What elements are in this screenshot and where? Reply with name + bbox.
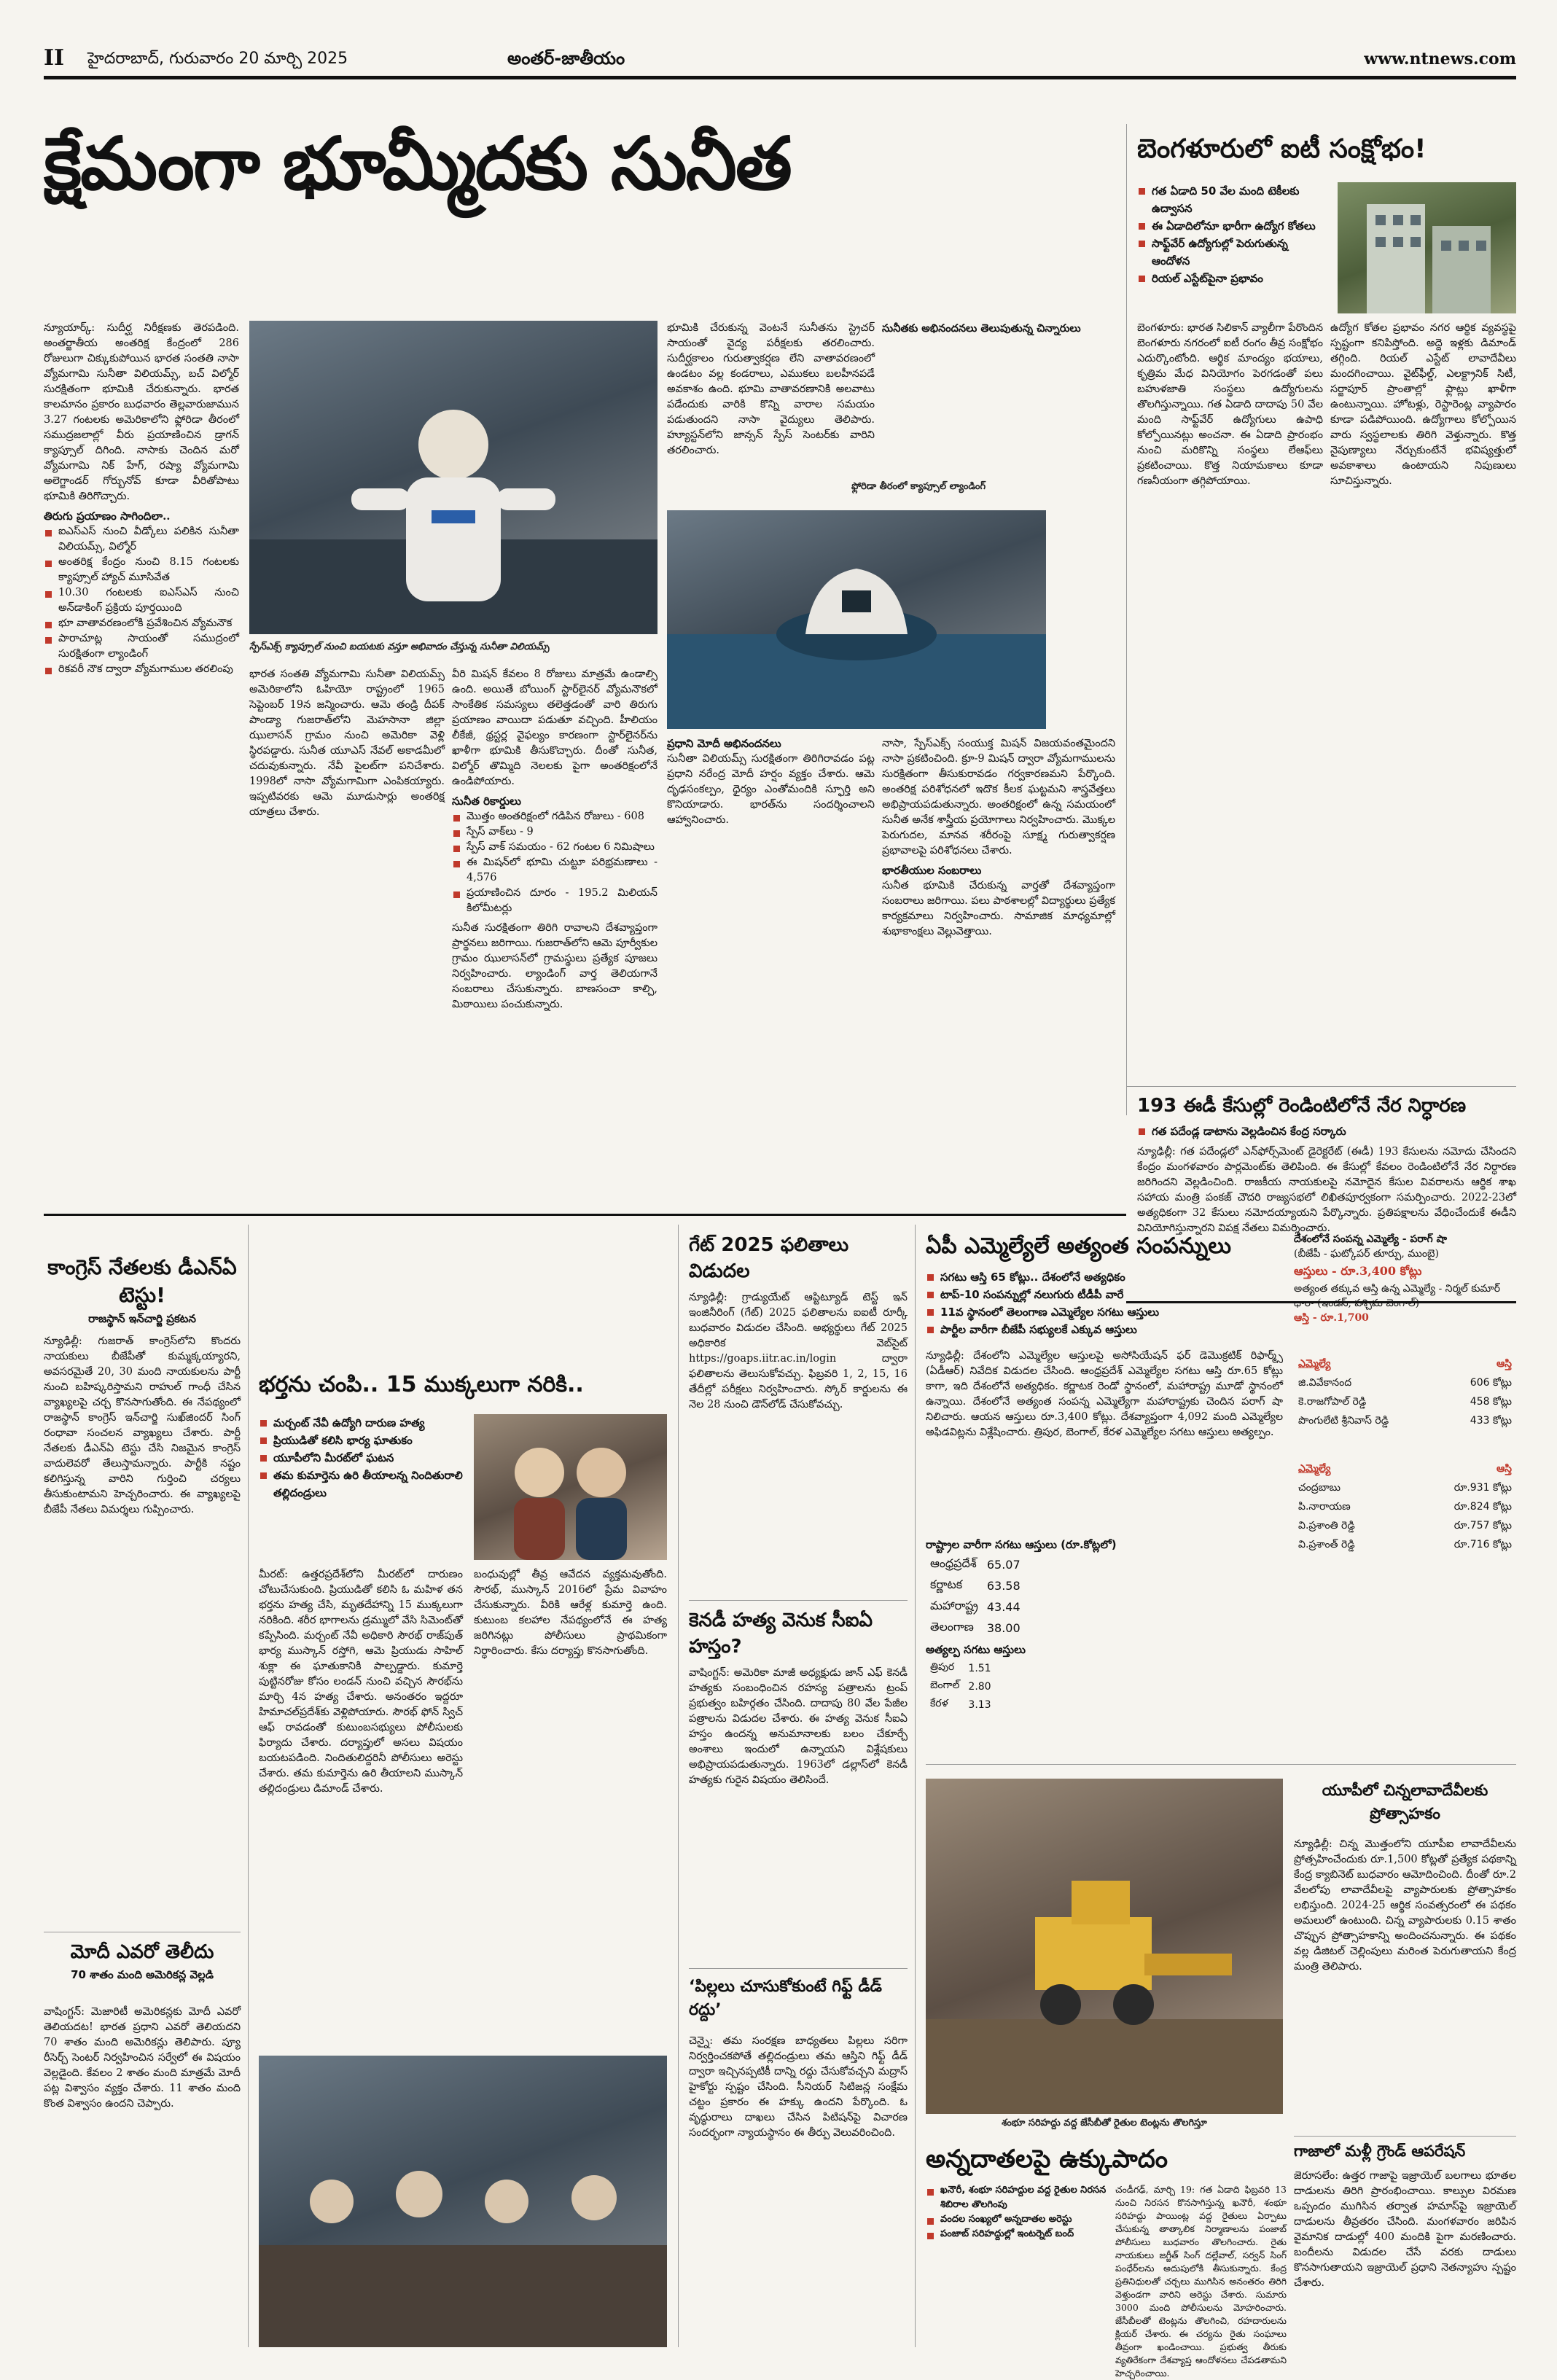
state-value: 38.00 <box>986 1621 1021 1635</box>
col-divider-2 <box>678 1225 679 2347</box>
list-item: భూ వాతావరణంలోకి ప్రవేశించిన వ్యోమనౌక <box>44 616 239 631</box>
list-item: ఈ మిషన్‌లో భూమి చుట్టూ పరిభ్రమణాలు - 4,576 <box>452 855 657 886</box>
col-header: ఆస్తి <box>1496 1463 1512 1475</box>
lead-headline: క్షేమంగా భూమ్మీదకు సునీత <box>44 121 791 206</box>
mla-bottom-rule <box>926 1764 1516 1765</box>
table-row <box>926 1677 996 1696</box>
mla-sidebar <box>1294 1232 1516 1742</box>
list-item: పార్టీల వారీగా బీజేపీ సభ్యులకే ఎక్కువ ఆస్తులు <box>926 1321 1283 1338</box>
state-name: మహారాష్ట్ర <box>930 1599 978 1612</box>
ed-headline: 193 ఈడీ కేసుల్లో రెండింటిలోనే నేర నిర్ధారణ <box>1137 1095 1467 1117</box>
mla-assets: రూ.716 కోట్లు <box>1453 1539 1512 1550</box>
place-date: హైదరాబాద్, గురువారం 20 మార్చి 2025 <box>87 50 348 68</box>
congress-headline: కాంగ్రెస్ నేతలకు డీఎన్ఏ టెస్టు! <box>47 1255 237 1307</box>
husband-text-2 <box>474 1567 667 2048</box>
table-row <box>1294 1392 1516 1411</box>
mla-tg-table <box>1294 1354 1516 1430</box>
col-divider-1 <box>248 1225 249 2347</box>
mla-ap-table <box>1294 1459 1516 1554</box>
list-item: ప్రియుడితో కలిసి భార్య ఘాతుకం <box>259 1432 463 1449</box>
gaza-headline: గాజాలో మళ్లీ గ్రౌండ్ ఆపరేషన్ <box>1294 2142 1466 2160</box>
table-row <box>926 1554 1025 1575</box>
state-value: 65.07 <box>986 1558 1021 1572</box>
lead-col2-text: భారత సంతతి వ్యోమగామి సునీతా విలియమ్స్ అమెరికాలోని ఓహియో రాష్ట్రంలో 1965 సెప్టెంబర్ 19న జన్మించారు. ఆమె తండ్రి దీపక్ పాండ్యా గుజరాత్‌లోని మెహసానా జిల్లా ఝులాసన్ గ్రామం నుంచి అమెరికా వెళ్లి స్థిరపడ్డారు. సునీత యూఎస్ నేవల్ అకాడమీలో చదువుకున్నారు. నేవీ పైలట్‌గా పనిచేశారు. 1998లో నాసా వ్యోమగామిగా ఎంపికయ్యారు. ఇప్పటివరకు ఆమె మూడుసార్లు అంతరిక్ష యాత్రలు చేశారు. <box>249 668 445 818</box>
husband-text-1: మీరట్: ఉత్తరప్రదేశ్‌లోని మీరట్‌లో దారుణం చోటుచేసుకుంది. ప్రియుడితో కలిసి ఓ మహిళ తన భర్తను హత్య చేసి, మృతదేహాన్ని 15 ముక్కలుగా నరికింది. శరీర భాగాలను డ్రమ్ములో వేసి సిమెంట్‌తో కప్పేసింది. మర్చంట్ నేవీ అధికారి సౌరభ్ రాజ్‌పుత్ భార్య ముస్కాన్ రస్తోగి, ఆమె ప్రియుడు సాహిల్ శుక్లా ఈ ఘాతుకానికి పాల్పడ్డారు. కుమార్తె పుట్టినరోజు కోసం లండన్ నుంచి వచ్చిన సౌరభ్‌ను మార్చి 4న హత్య చేశారు. అనంతరం ఇద్దరూ హిమాచల్‌ప్రదేశ్‌కు వెళ్లిపోయారు. సౌరభ్ ఫోన్ స్విచ్ ఆఫ్ రావడంతో కుటుంబసభ్యులు పోలీసులకు ఫిర్యాదు చేశారు. దర్యాప్తులో అసలు విషయం బయటపడింది. నిందితులిద్దరినీ పోలీసులు అరెస్టు చేశారు. తమ కుమార్తెను ఉరి తీయాలని ముస్కాన్ తల్లిదండ్రులు డిమాండ్ చేశారు. <box>259 1569 463 1795</box>
state-name: ఆంధ్రప్రదేశ్ <box>930 1556 977 1570</box>
mla-assets: 606 కోట్లు <box>1470 1377 1512 1389</box>
list-item: పంజాబ్ సరిహద్దుల్లో ఇంటర్నెట్ బంద్ <box>926 2227 1108 2242</box>
gaza-text: జెరూసలేం: ఉత్తర గాజాపై ఇజ్రాయెల్ బలగాలు భూతల దాడులను తిరిగి ప్రారంభించాయి. కాల్పుల విరమణ ఒప్పందం ముగిసిన తర్వాత హమాస్‌పై ఇజ్రాయెల్ దాడులను తీవ్రతరం చేసింది. మంగళవారం జరిపిన వైమానిక దాడుల్లో 400 మందికి పైగా మరణించారు. బందీలను విడుదల చేసే వరకు దాడులు కొనసాగుతాయని ఇజ్రాయెల్ ప్రధాని నెతన్యాహు స్పష్టం చేశారు. <box>1294 2170 1516 2289</box>
capsule-icon <box>667 510 1046 729</box>
lead-photo-caption: స్పేస్‌ఎక్స్ క్యాప్సూల్ నుంచి బయటకు వస్తూ అభివాదం చేస్తున్న సునీతా విలియమ్స్ <box>249 641 550 652</box>
state-name: తెలంగాణ <box>930 1620 974 1634</box>
lead-col3-text-b: సునీత సురక్షితంగా తిరిగి రావాలని దేశవ్యాప్తంగా ప్రార్థనలు జరిగాయి. గుజరాత్‌లోని ఆమె పూర్వీకుల గ్రామం ఝులాసన్‌లో గ్రామస్థులు ప్రత్యేక పూజలు నిర్వహించారు. ల్యాండింగ్ వార్త తెలియగానే సంబరాలు చేసుకున్నారు. బాణసంచా కాల్చి, మిఠాయిలు పంచుకున్నారు. <box>452 922 657 1010</box>
table-row <box>1294 1478 1516 1497</box>
state-value: 3.13 <box>968 1698 991 1711</box>
state-value: 63.58 <box>986 1579 1021 1593</box>
mla-side-title: దేశంలోనే సంపన్న ఎమ్మెల్యే - పరాగ్ షా <box>1294 1233 1448 1245</box>
lead-col-1 <box>44 321 239 1108</box>
mla-side-low-assets: ఆస్తి - రూ.1,700 <box>1294 1312 1369 1324</box>
farmers-headline: అన్నదాతలపై ఉక్కుపాదం <box>926 2145 1168 2174</box>
ed-divider <box>1126 1086 1516 1087</box>
list-item: ఐఎస్ఎస్ నుంచి వీడ్కోలు పలికిన సునీతా విలియమ్స్, విల్మోర్ <box>44 524 239 555</box>
lead-col1-text: న్యూయార్క్: సుదీర్ఘ నిరీక్షణకు తెరపడింది. అంతర్జాతీయ అంతరిక్ష కేంద్రంలో 286 రోజులుగా చిక్కుకుపోయిన భారత సంతతి నాసా వ్యోమగామి సునీతా విలియమ్స్, బచ్ విల్మోర్ సురక్షితంగా భూమికి చేరుకున్నారు. భారత కాలమానం ప్రకారం బుధవారం తెల్లవారుజామున 3.27 గంటలకు అమెరికాలోని ఫ్లోరిడా తీరంలో సముద్రజలాల్లో వీరు ప్రయాణించిన డ్రాగన్ క్యాప్సూల్ దిగింది. నాసాకు చెందిన మరో వ్యోమగామి నిక్ హేగ్, రష్యా వ్యోమగామి అలెగ్జాండర్ గోర్బునోవ్ కూడా వీరితోపాటు భూమికి తిరిగొచ్చారు. <box>44 322 239 502</box>
astronaut-figure-icon <box>249 321 657 634</box>
mla-low-states <box>926 1659 996 1714</box>
lead-col3-stats <box>452 809 657 916</box>
husband-headline: భర్తను చంపి.. 15 ముక్కలుగా నరికి.. <box>259 1372 584 1397</box>
mla-name: జి.వివేకానంద <box>1298 1377 1352 1389</box>
table-row <box>1294 1411 1516 1430</box>
mla-assets: 433 కోట్లు <box>1470 1415 1512 1427</box>
husband-bullets <box>259 1414 463 1502</box>
it-crisis-headline: బెంగళూరులో ఐటీ సంక్షోభం! <box>1137 134 1427 164</box>
lead-col-3 <box>452 667 657 1108</box>
lead-col4-text-b: సునీతా విలియమ్స్ సురక్షితంగా తిరిగిరావడం పట్ల ప్రధాని నరేంద్ర మోదీ హర్షం వ్యక్తం చేశారు. ఆమె దృఢసంకల్పం, ధైర్యం ఎంతోమందికి స్ఫూర్తి అని కొనియాడారు. భారత్‌ను సందర్శించాలని ఆహ్వానించారు. <box>667 753 875 826</box>
list-item: స్పేస్ వాక్ సమయం - 62 గంటల 6 నిమిషాలు <box>452 840 657 855</box>
gate-headline: గేట్ 2025 ఫలితాలు విడుదల <box>689 1234 849 1282</box>
modi-subhead: 70 శాతం మంది అమెరికన్ల వెల్లడి <box>71 1968 214 1981</box>
kennedy-headline: కెనడీ హత్య వెనుక సీఐఏ హస్తం? <box>689 1610 873 1658</box>
list-item: ప్రయాణించిన దూరం - 195.2 మిలియన్ కిలోమీటర్లు <box>452 886 657 916</box>
ed-subhead <box>1137 1123 1516 1140</box>
table-row <box>926 1659 996 1677</box>
modi-text: వాషింగ్టన్: మెజారిటీ అమెరికన్లకు మోదీ ఎవరో తెలియదట! భారత ప్రధాని ఎవరో తెలియదని 70 శాతం మంది అమెరికన్లు తెలిపారు. ప్యూ రీసెర్చ్ సెంటర్ నిర్వహించిన సర్వేలో ఈ విషయం వెల్లడైంది. కేవలం 2 శాతం మంది మాత్రమే మోదీ పట్ల విశ్వాసం వ్యక్తం చేశారు. 11 శాతం మంది కొంత విశ్వాసం ఉందని చెప్పారు. <box>44 2006 241 2110</box>
it-crisis-photo <box>1338 182 1516 313</box>
mla-name: వి.ప్రశాంత్ రెడ్డి <box>1298 1539 1355 1550</box>
mla-state-table <box>926 1538 1283 1757</box>
table-row <box>926 1618 1025 1639</box>
list-item: మర్చంట్ నేవీ ఉద్యోగి దారుణ హత్య <box>259 1414 463 1432</box>
list-item: టాప్-10 సంపన్నుల్లో నలుగురు టీడీపీ వారే <box>926 1286 1283 1303</box>
congress-subhead: రాజస్థాన్ ఇన్‌చార్జి ప్రకటన <box>88 1312 196 1325</box>
table-row <box>1294 1373 1516 1392</box>
list-item: స్పేస్ వాక్‌లు - 9 <box>452 824 657 840</box>
table-row <box>1294 1516 1516 1535</box>
list-item: రికవరీ నౌక ద్వారా వ్యోమగాముల తరలింపు <box>44 662 239 677</box>
lead-col-4 <box>667 321 875 503</box>
lead-col3-text: వీరి మిషన్ కేవలం 8 రోజులు మాత్రమే ఉండాల్సి ఉంది. అయితే బోయింగ్ స్టార్‌లైనర్ వ్యోమనౌకలో సాంకేతిక సమస్యలు తలెత్తడంతో వారి తిరుగు ప్రయాణం వాయిదా పడుతూ వచ్చింది. హీలియం లీకేజీ, థ్రస్టర్ల వైఫల్యం కారణంగా స్టార్‌లైనర్‌ను ఖాళీగా భూమికి తీసుకొచ్చారు. దీంతో సునీత, విల్మోర్ తొమ్మిది నెలలకు పైగా అంతరిక్షంలోనే ఉండిపోయారు. <box>452 668 657 787</box>
list-item: సాఫ్ట్‌వేర్ ఉద్యోగుల్లో పెరుగుతున్న ఆందోళన <box>1137 235 1327 270</box>
upi-headline: యూపీలో చిన్నలావాదేవీలకు ప్రోత్సాహకం <box>1322 1782 1488 1822</box>
gift-deed-headline: ‘పిల్లలు చూసుకోకుంటే గిఫ్ట్ డీడ్ రద్దు’ <box>689 1978 882 2019</box>
state-name: కర్ణాటక <box>930 1577 963 1591</box>
list-item: గత ఏడాది 50 వేల మంది టెకీలకు ఉద్వాసన <box>1137 182 1327 217</box>
table-header <box>1294 1354 1516 1373</box>
husband-text-b: బంధువుల్లో తీవ్ర ఆవేదన వ్యక్తమవుతోంది. సౌరభ్, ముస్కాన్ 2016లో ప్రేమ వివాహం చేసుకున్నారు. వీరికి ఆరేళ్ల కుమార్తె ఉంది. కుటుంబ కలహాల నేపథ్యంలోనే ఈ హత్య జరిగినట్లు పోలీసులు ప్రాథమికంగా నిర్ధారించారు. కేసు దర్యాప్తు కొనసాగుతోంది. <box>474 1569 667 1657</box>
list-item: మొత్తం అంతరిక్షంలో గడిపిన రోజులు - 608 <box>452 809 657 824</box>
gift-deed-text: చెన్నై: తమ సంరక్షణ బాధ్యతలు పిల్లలు సరిగా నిర్వర్తించకపోతే తల్లిదండ్రులు తమ ఆస్తిని గిఫ్ట్ డీడ్ ద్వారా ఇచ్చినప్పటికీ దాన్ని రద్దు చేసుకోవచ్చని మద్రాస్ హైకోర్టు స్పష్టం చేసింది. సీనియర్ సిటిజన్ల సంక్షేమ చట్టం ప్రకారం ఈ హక్కు ఉందని పేర్కొంది. ఓ వృద్ధురాలు దాఖలు చేసిన పిటిషన్‌పై విచారణ సందర్భంగా న్యాయస్థానం ఈ తీర్పు వెలువరించింది. <box>689 2035 908 2139</box>
list-item: గత పదేండ్ల డాటాను వెల్లడించిన కేంద్ర సర్కారు <box>1137 1123 1516 1140</box>
state-value: 2.80 <box>968 1680 991 1693</box>
list-item: రియల్ ఎస్టేట్‌పైనా ప్రభావం <box>1137 270 1327 287</box>
mla-table-title: రాష్ట్రాల వారీగా సగటు ఆస్తులు (రూ.కోట్లలో) <box>926 1538 1117 1551</box>
mla-side-assets: ఆస్తులు - రూ.3,400 కోట్లు <box>1294 1264 1422 1278</box>
lead-photo-main <box>249 321 657 634</box>
gift-divider <box>689 1968 908 1969</box>
couple-photo-icon <box>474 1414 667 1560</box>
list-item: యూపీలోని మీరట్‌లో ఘటన <box>259 1449 463 1467</box>
table-header <box>1294 1459 1516 1478</box>
bulldozer-icon <box>926 1779 1283 2114</box>
table-row <box>926 1696 996 1714</box>
list-item: తమ కుమార్తెను ఉరి తీయాలన్న నిందితురాలి తల్లిదండ్రులు <box>259 1467 463 1502</box>
mla-side-low: అత్యంత తక్కువ ఆస్తి ఉన్న ఎమ్మెల్యే - నిర్మల్ కుమార్ ధారా (ఇండస్, పశ్చిమ బెంగాల్) <box>1294 1283 1501 1309</box>
mla-name: పొంగులేటి శ్రీనివాస్ రెడ్డి <box>1298 1415 1389 1427</box>
mla-assets: రూ.931 కోట్లు <box>1453 1482 1512 1494</box>
mla-top-states <box>926 1554 1025 1639</box>
col-header: ఆస్తి <box>1496 1358 1512 1370</box>
list-item: వందల సంఖ్యలో అన్నదాతల అరెస్టు <box>926 2212 1108 2227</box>
section-label: అంతర్-జాతీయం <box>507 48 625 69</box>
masthead <box>44 44 1516 73</box>
lead-photo2-caption: ఫ్లోరిడా తీరంలో క్యాప్సూల్ ల్యాండింగ్ <box>851 481 986 492</box>
lead-col5-subhead: భారతీయుల సంబరాలు <box>882 864 982 877</box>
lead-photo3-caption: సునీతకు అభినందనలు తెలుపుతున్న చిన్నారులు <box>882 322 1081 335</box>
modi-headline: మోదీ ఎవరో తెలీదు <box>70 1941 214 1963</box>
gaza-divider <box>1294 2136 1516 2137</box>
gate-text: న్యూఢిల్లీ: గ్రాడ్యుయేట్ ఆప్టిట్యూడ్ టెస్ట్ ఇన్ ఇంజినీరింగ్ (గేట్) 2025 ఫలితాలను ఐఐటీ రూర్కీ బుధవారం విడుదల చేసింది. అభ్యర్థులు గేట్ 2025 అధికారిక వెబ్‌సైట్ https://goaps.iitr.ac.in/login ద్వారా ఫలితాలను తెలుసుకోవచ్చు. ఫిబ్రవరి 1, 2, 15, 16 తేదీల్లో పరీక్షలు నిర్వహించారు. స్కోర్ కార్డులను ఈ నెల 28 నుంచి డౌన్‌లోడ్ చేసుకోవచ్చు. <box>689 1292 908 1411</box>
list-item: అంతరిక్ష కేంద్రం నుంచి 8.15 గంటలకు క్యాప్సూల్ హ్యాచ్ మూసివేత <box>44 555 239 585</box>
ed-text: న్యూఢిల్లీ: గత పదేండ్లలో ఎన్‌ఫోర్స్‌మెంట్ డైరెక్టరేట్ (ఈడీ) 193 కేసులను నమోదు చేసిందని కేంద్రం మంగళవారం పార్లమెంట్‌కు తెలిపింది. ఈ కేసుల్లో కేవలం రెండింటిలోనే నేర నిర్ధారణ జరిగిందని వెల్లడించింది. రాజకీయ నాయకులపై నమోదైన కేసుల వివరాలను ఆర్థిక శాఖ సహాయ మంత్రి పంకజ్ చౌదరి రాజ్యసభలో లిఖితపూర్వకంగా సమర్పించారు. 2022-23లో అత్యధికంగా 32 కేసులు నమోదయ్యాయని పేర్కొన్నారు. ప్రతిపక్షాలను వేధించేందుకే ఈడీని వినియోగిస్తున్నారని విపక్ష నేతలు విమర్శించారు. <box>1137 1146 1516 1234</box>
mla-side-sub: (బీజేపీ - ఘట్కోపర్ తూర్పు, ముంబై) <box>1294 1248 1439 1260</box>
list-item: 10.30 గంటలకు ఐఎస్ఎస్ నుంచి అన్‌డాకింగ్ ప్రక్రియ పూర్తయింది <box>44 585 239 616</box>
lead-col-2 <box>249 667 445 1108</box>
lead-col4-subhead: ప్రధాని మోదీ అభినందనలు <box>667 737 781 750</box>
col-divider-3 <box>915 1225 916 2347</box>
lead-divider <box>1126 124 1127 1115</box>
table-row <box>1294 1497 1516 1516</box>
table-row <box>1294 1535 1516 1554</box>
mla-assets: రూ.824 కోట్లు <box>1453 1501 1512 1513</box>
mla-headline: ఏపీ ఎమ్మెల్యేలే అత్యంత సంపన్నులు <box>926 1233 1231 1259</box>
table-row <box>926 1575 1025 1596</box>
list-item: ఈ ఏడాదిలోనూ భారీగా ఉద్యోగ కోతలు <box>1137 217 1327 235</box>
masthead-rule <box>44 76 1516 79</box>
farmers-bullets <box>926 2183 1108 2242</box>
mla-bullets <box>926 1268 1283 1338</box>
it-crisis-col-2: ఉద్యోగ కోతల ప్రభావం నగర ఆర్థిక వ్యవస్థపై స్పష్టంగా కనిపిస్తోంది. అద్దె ఇళ్లకు డిమాండ్ తగ్గింది. రియల్ ఎస్టేట్ లావాదేవీలు మందగించాయి. వైట్‌ఫీల్డ్, ఎలక్ట్రానిక్ సిటీ, సర్జాపూర్ ప్రాంతాల్లో ఫ్లాట్లు ఖాళీగా ఉంటున్నాయి. హోటళ్లు, రెస్టారెంట్ల వ్యాపారం కూడా పడిపోయింది. ఉద్యోగాలు కోల్పోయిన వారు స్వస్థలాలకు తిరిగి వెళ్తున్నారు. కొత్త నైపుణ్యాలు నేర్చుకుంటేనే భవిష్యత్తులో అవకాశాలు ఉంటాయని నిపుణులు సూచిస్తున్నారు. <box>1330 322 1516 487</box>
state-name: బెంగాల్ <box>930 1679 960 1691</box>
office-building-icon <box>1338 182 1516 313</box>
mla-name: వి.ప్రశాంతి రెడ్డి <box>1298 1520 1355 1532</box>
mla-text: న్యూఢిల్లీ: దేశంలోని ఎమ్మెల్యేల ఆస్తులపై అసోసియేషన్ ఫర్ డెమొక్రటిక్ రిఫార్మ్స్ (ఏడీఆర్) నివేదిక విడుదల చేసింది. ఆంధ్రప్రదేశ్ ఎమ్మెల్యేల సగటు ఆస్తి రూ.65 కోట్లు కాగా, ఇది దేశంలోనే అత్యధికం. కర్ణాటక రెండో స్థానంలో, మహారాష్ట్ర మూడో స్థానంలో ఉన్నాయి. దేశంలోనే అత్యంత సంపన్న ఎమ్మెల్యేగా మహారాష్ట్రకు చెందిన పరాగ్ షా నిలిచారు. ఆయన ఆస్తులు రూ.3,400 కోట్లు. దేశవ్యాప్తంగా 4,092 మంది ఎమ్మెల్యేల అఫిడవిట్లను విశ్లేషించారు. త్రిపుర, బెంగాల్, కేరళ ఎమ్మెల్యేల సగటు ఆస్తులు అత్యల్పం. <box>926 1350 1283 1438</box>
upi-text: న్యూఢిల్లీ: చిన్న మొత్తంలోని యూపీఐ లావాదేవీలను ప్రోత్సహించేందుకు రూ.1,500 కోట్లతో ప్రత్యేక పథకాన్ని కేంద్ర క్యాబినెట్ బుధవారం ఆమోదించింది. దీంతో రూ.2 వేలలోపు లావాదేవీలపై వ్యాపారులకు ప్రోత్సాహకం లభిస్తుంది. 2024-25 ఆర్థిక సంవత్సరంలో ఈ పథకం అమలులో ఉంటుంది. చిన్న వ్యాపారులకు 0.15 శాతం చొప్పున ప్రోత్సాహకాన్ని అందించనున్నారు. ఈ పథకం వల్ల డిజిటల్ చెల్లింపులు మరింత పెరుగుతాయని కేంద్ర మంత్రి తెలిపారు. <box>1294 1838 1516 1973</box>
lead-col5-text-b: సునీత భూమికి చేరుకున్న వార్తతో దేశవ్యాప్తంగా సంబరాలు జరిగాయి. పలు పాఠశాలల్లో విద్యార్థులు ప్రత్యేక కార్యక్రమాలు నిర్వహించారు. సామాజిక మాధ్యమాల్లో శుభాకాంక్షలు వెల్లువెత్తాయి. <box>882 880 1115 937</box>
mid-photo <box>259 2056 667 2347</box>
mla-assets: రూ.757 కోట్లు <box>1453 1520 1512 1532</box>
farmers-text: చండీగఢ్, మార్చి 19: గత ఏడాది ఫిబ్రవరి 13 నుంచి నిరసన కొనసాగిస్తున్న ఖనౌరీ, శంభూ సరిహద్దు పాయింట్ల వద్ద రైతులు ఏర్పాటు చేసుకున్న తాత్కాలిక నిర్మాణాలను పంజాబ్ పోలీసులు బుధవారం తొలగించారు. రైతు నాయకులు జగ్జీత్ సింగ్ దల్లేవాల్, సర్వన్ సింగ్ పంధేర్‌లను అదుపులోకి తీసుకున్నారు. కేంద్ర ప్రతినిధులతో చర్చలు ముగిసిన అనంతరం తిరిగి వెళ్తుండగా వారిని అరెస్టు చేశారు. సుమారు 3000 మంది పోలీసులను మోహరించారు. జేసీబీలతో టెంట్లను తొలగించి, రహదారులను క్లియర్ చేశారు. ఈ చర్యను రైతు సంఘాలు తీవ్రంగా ఖండించాయి. ప్రభుత్వ తీరుకు వ్యతిరేకంగా దేశవ్యాప్త ఆందోళనలు చేపడతామని హెచ్చరించాయి. <box>1115 2184 1287 2379</box>
list-item: 11వ స్థానంలో తెలంగాణ ఎమ్మెల్యేల సగటు ఆస్తులు <box>926 1303 1283 1321</box>
crowd-photo-icon <box>259 2056 667 2347</box>
husband-photo <box>474 1414 667 1560</box>
lead-col-5a <box>882 321 1115 474</box>
list-item: సగటు ఆస్తి 65 కోట్లు.. దేశంలోనే అత్యధికం <box>926 1268 1283 1286</box>
mla-name: చంద్రబాబు <box>1298 1482 1341 1494</box>
kennedy-text: వాషింగ్టన్: అమెరికా మాజీ అధ్యక్షుడు జాన్ ఎఫ్ కెనడీ హత్యకు సంబంధించిన రహస్య పత్రాలను ట్రంప్ ప్రభుత్వం బహిర్గతం చేసింది. దాదాపు 80 వేల పేజీల పత్రాలను విడుదల చేశారు. ఈ హత్య వెనుక సీఐఏ హస్తం ఉందన్న అనుమానాలకు బలం చేకూర్చే అంశాలు ఇందులో ఉన్నాయని విశ్లేషకులు అభిప్రాయపడుతున్నారు. 1963లో డల్లాస్‌లో కెనడీ హత్యకు గురైన విషయం తెలిసిందే. <box>689 1667 908 1786</box>
kennedy-divider <box>689 1600 908 1601</box>
mla-low-title: అత్యల్ప సగటు ఆస్తులు <box>926 1643 1026 1656</box>
site-url[interactable]: www.ntnews.com <box>1364 50 1516 69</box>
mla-assets: 458 కోట్లు <box>1470 1396 1512 1408</box>
col-header: ఎమ్మెల్యే <box>1298 1358 1331 1370</box>
state-name: త్రిపుర <box>930 1661 955 1673</box>
list-item: పారాచూట్ల సాయంతో సముద్రంలో సురక్షితంగా ల్యాండింగ్ <box>44 631 239 662</box>
page-number: II <box>44 45 65 71</box>
col-header: ఎమ్మెల్యే <box>1298 1463 1331 1475</box>
lead-col-4b <box>667 736 875 1108</box>
state-value: 43.44 <box>986 1600 1021 1614</box>
lead-col4-text: భూమికి చేరుకున్న వెంటనే సునీతను స్ట్రెచర్ సాయంతో వైద్య పరీక్షలకు తరలించారు. సుదీర్ఘకాలం గురుత్వాకర్షణ లేని వాతావరణంలో ఉండటం వల్ల కండరాలు, ఎముకలు బలహీనపడే అవకాశం ఉంది. భూమి వాతావరణానికి అలవాటు పడేందుకు వారికి కొన్ని వారాల సమయం పడుతుందని నాసా వైద్యులు తెలిపారు. హ్యూస్టన్‌లోని జాన్సన్ స్పేస్ సెంటర్‌కు వారిని తరలించారు. <box>667 322 875 456</box>
state-name: కేరళ <box>930 1698 948 1709</box>
lead-col1-bullets <box>44 524 239 677</box>
state-value: 1.51 <box>968 1662 991 1674</box>
it-crisis-col-1: బెంగళూరు: భారత సిలికాన్ వ్యాలీగా పేరొందిన బెంగళూరు నగరంలో ఐటీ రంగం తీవ్ర సంక్షోభం ఎదుర్కొంటోంది. ఆర్థిక మాంద్యం భయాలు, కృత్రిమ మేధ వినియోగం పెరగడంతో పలు బహుళజాతి సంస్థలు ఉద్యోగులను తొలగిస్తున్నాయి. గత ఏడాది దాదాపు 50 వేల మంది సాఫ్ట్‌వేర్ ఉద్యోగులు ఉపాధి కోల్పోయినట్లు అంచనా. ఈ ఏడాది ప్రారంభం నుంచి మరికొన్ని సంస్థలు లేఆఫ్‌లు ప్రకటించాయి. కొత్త నియామకాలు కూడా గణనీయంగా తగ్గిపోయాయి. <box>1137 322 1323 487</box>
lead-photo-splashdown <box>667 510 1046 729</box>
congress-text: న్యూఢిల్లీ: గుజరాత్ కాంగ్రెస్‌లోని కొందరు నాయకులు బీజేపీతో కుమ్మక్కయ్యారని, అవసరమైతే 20, 30 మంది నాయకులను పార్టీ నుంచి బహిష్కరిస్తామని రాహుల్ గాంధీ చేసిన వ్యాఖ్యలపై చర్చ కొనసాగుతోంది. ఈ నేపథ్యంలో రాజస్థాన్ కాంగ్రెస్ ఇన్‌చార్జి సుఖ్‌జిందర్ సింగ్ రంధావా సంచలన వ్యాఖ్యలు చేశారు. పార్టీ నేతలకు డీఎన్ఏ టెస్టు చేసి నిజమైన కాంగ్రెస్ వాదులెవరో తేలుస్తామన్నారు. పార్టీకి నష్టం కలిగిస్తున్న వారిని గుర్తించి చర్యలు తీసుకుంటామని హెచ్చరించారు. ఈ వ్యాఖ్యలపై బీజేపీ నేతలు విమర్శలు గుప్పించారు. <box>44 1335 241 1515</box>
list-item: ఖనౌరీ, శంభూ సరిహద్దుల వద్ద రైతుల నిరసన శిబిరాల తొలగింపు <box>926 2183 1108 2212</box>
mla-name: పి.నారాయణ <box>1298 1501 1351 1513</box>
lead-col1-subhead: తిరుగు ప్రయాణం సాగిందిలా.. <box>44 510 171 523</box>
mla-name: కె.రాజగోపాల్ రెడ్డి <box>1298 1396 1367 1408</box>
lead-col-5 <box>882 736 1115 1108</box>
it-crisis-bullets <box>1137 182 1327 287</box>
table-row <box>926 1596 1025 1618</box>
section-rule <box>44 1214 1126 1216</box>
farmers-photo <box>926 1779 1283 2114</box>
lead-col5-text: నాసా, స్పేస్ఎక్స్ సంయుక్త మిషన్ విజయవంతమైందని నాసా ప్రకటించింది. క్రూ-9 మిషన్ ద్వారా వ్యోమగాములను సురక్షితంగా తీసుకురావడం గర్వకారణమని పేర్కొంది. అంతరిక్ష పరిశోధనలో ఇదొక కీలక ఘట్టమని శాస్త్రవేత్తలు అభిప్రాయపడుతున్నారు. అంతరిక్షంలో ఉన్న సమయంలో సునీత అనేక శాస్త్రీయ ప్రయోగాలు నిర్వహించారు. మొక్కల పెరుగుదల, మానవ శరీరంపై సూక్ష్మ గురుత్వాకర్షణ ప్రభావాలపై పరిశోధనలు చేశారు. <box>882 738 1115 857</box>
lead-col3-stats-title: సునీత రికార్డులు <box>452 795 521 808</box>
farmers-photo-caption: శంభూ సరిహద్దు వద్ద జేసీబీతో రైతుల టెంట్లను తొలగిస్తూ <box>1002 2118 1207 2129</box>
